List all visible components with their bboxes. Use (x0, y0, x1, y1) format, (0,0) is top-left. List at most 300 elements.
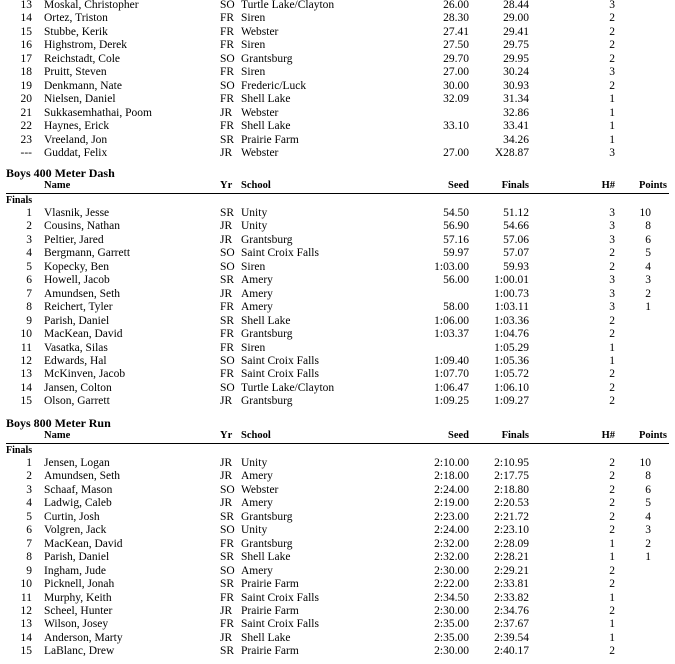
cell-points: 6 (645, 233, 651, 246)
cell-finals: 1:05.36 (494, 354, 529, 367)
cell-heat: 3 (609, 287, 615, 300)
cell-seed: 1:07.70 (434, 368, 469, 381)
cell-yr: SO (220, 524, 235, 537)
cell-seed: 33.10 (443, 120, 469, 133)
cell-name: Curtin, Josh (44, 510, 100, 523)
column-header-row (0, 180, 675, 192)
cell-points: 3 (645, 524, 651, 537)
cell-name: Parish, Daniel (44, 314, 110, 327)
cell-school: Grantsburg (241, 233, 293, 246)
cell-heat: 2 (609, 497, 615, 510)
cell-seed: 2:35.00 (434, 618, 469, 631)
result-row (0, 565, 675, 578)
cell-heat: 2 (609, 470, 615, 483)
cell-place: 15 (20, 395, 32, 408)
header-rule (6, 193, 669, 194)
cell-place: 1 (26, 207, 32, 219)
cell-place: 18 (20, 66, 32, 79)
cell-name: Sukkasemhathai, Poom (44, 106, 152, 119)
cell-place: 3 (26, 233, 32, 246)
result-row (0, 288, 675, 301)
header-seed: Seed (448, 430, 469, 441)
cell-yr: JR (220, 287, 233, 300)
cell-points: 3 (645, 274, 651, 287)
result-row (0, 66, 675, 79)
cell-finals: 54.66 (503, 220, 529, 233)
cell-seed: 2:10.00 (434, 457, 469, 469)
cell-school: Saint Croix Falls (241, 368, 319, 381)
result-row (0, 342, 675, 355)
result-row (0, 234, 675, 247)
result-row (0, 39, 675, 52)
cell-yr: FR (220, 368, 235, 381)
cell-seed: 2:24.00 (434, 524, 469, 537)
cell-seed: 2:32.00 (434, 551, 469, 564)
cell-heat: 1 (609, 93, 615, 106)
cell-school: Shell Lake (241, 551, 291, 564)
cell-name: Picknell, Jonah (44, 578, 115, 591)
cell-name: McKinven, Jacob (44, 368, 126, 381)
cell-name: Cousins, Nathan (44, 220, 121, 233)
header-school: School (241, 180, 271, 191)
result-row (0, 147, 675, 160)
cell-name: Ortez, Triston (44, 12, 108, 25)
cell-seed: 1:03.37 (434, 328, 469, 341)
cell-place: 14 (20, 631, 32, 644)
cell-name: Reichert, Tyler (44, 301, 113, 314)
cell-place: 5 (26, 510, 32, 523)
cell-school: Saint Croix Falls (241, 618, 319, 631)
cell-heat: 1 (609, 551, 615, 564)
cell-seed: 58.00 (443, 301, 469, 314)
cell-finals: X28.87 (494, 146, 529, 159)
cell-finals: 2:39.54 (494, 631, 529, 644)
cell-school: Siren (241, 341, 266, 354)
cell-place: 11 (20, 591, 32, 604)
cell-finals: 2:21.72 (494, 510, 529, 523)
cell-heat: 2 (609, 457, 615, 469)
cell-finals: 2:33.81 (494, 578, 529, 591)
cell-finals: 2:10.95 (494, 457, 529, 469)
cell-yr: SR (220, 274, 235, 287)
cell-name: MacKean, David (44, 537, 123, 550)
cell-seed: 2:30.00 (434, 604, 469, 617)
result-row (0, 395, 675, 408)
cell-finals: 51.12 (503, 207, 529, 219)
cell-name: Ladwig, Caleb (44, 497, 112, 510)
cell-place: 14 (20, 12, 32, 25)
header-heat: H# (601, 430, 615, 441)
cell-place: 3 (26, 483, 32, 496)
cell-place: 8 (26, 301, 32, 314)
header-finals: Finals (501, 180, 529, 191)
cell-heat: 2 (609, 645, 615, 658)
cell-yr: FR (220, 93, 235, 106)
cell-heat: 2 (609, 381, 615, 394)
cell-finals: 28.44 (503, 0, 529, 11)
cell-finals: 34.26 (503, 133, 529, 146)
cell-place: 9 (26, 314, 32, 327)
cell-heat: 2 (609, 314, 615, 327)
header-points: Points (638, 430, 667, 441)
result-row (0, 0, 675, 12)
cell-name: Pruitt, Steven (44, 66, 107, 79)
cell-seed: 59.97 (443, 247, 469, 260)
cell-place: 12 (20, 354, 32, 367)
cell-finals: 2:18.80 (494, 483, 529, 496)
cell-name: Amundsen, Seth (44, 470, 121, 483)
cell-seed: 26.00 (443, 0, 469, 11)
cell-place: --- (20, 146, 32, 159)
cell-heat: 2 (609, 25, 615, 38)
result-row (0, 26, 675, 39)
cell-points: 1 (645, 551, 651, 564)
cell-seed: 1:06.00 (434, 314, 469, 327)
cell-yr: SO (220, 354, 235, 367)
cell-heat: 2 (609, 328, 615, 341)
cell-school: Webster (241, 483, 279, 496)
result-row (0, 53, 675, 66)
cell-school: Unity (241, 457, 268, 469)
cell-name: Edwards, Hal (44, 354, 107, 367)
cell-name: Bergmann, Garrett (44, 247, 131, 260)
cell-school: Webster (241, 25, 279, 38)
cell-heat: 2 (609, 604, 615, 617)
cell-points: 5 (645, 497, 651, 510)
cell-heat: 1 (609, 618, 615, 631)
result-row (0, 12, 675, 25)
cell-yr: FR (220, 328, 235, 341)
header-heat: H# (601, 180, 615, 191)
cell-finals: 1:03.36 (494, 314, 529, 327)
cell-finals: 2:29.21 (494, 564, 529, 577)
cell-yr: SO (220, 0, 235, 11)
cell-finals: 1:00.01 (494, 274, 529, 287)
cell-name: Kopecky, Ben (44, 260, 110, 273)
header-school: School (241, 430, 271, 441)
cell-finals: 2:33.82 (494, 591, 529, 604)
cell-place: 11 (20, 341, 32, 354)
cell-finals: 2:37.67 (494, 618, 529, 631)
cell-finals: 1:05.72 (494, 368, 529, 381)
header-finals: Finals (501, 430, 529, 441)
cell-school: Amery (241, 301, 273, 314)
cell-seed: 1:09.25 (434, 395, 469, 408)
cell-yr: SO (220, 247, 235, 260)
event-title: Boys 400 Meter Dash (6, 166, 115, 180)
cell-name: Highstrom, Derek (44, 39, 128, 52)
cell-place: 16 (20, 39, 32, 52)
result-row (0, 605, 675, 618)
cell-heat: 1 (609, 120, 615, 133)
cell-name: Jansen, Colton (44, 381, 112, 394)
result-row (0, 120, 675, 133)
cell-place: 4 (26, 247, 32, 260)
cell-school: Grantsburg (241, 328, 293, 341)
cell-place: 5 (26, 260, 32, 273)
cell-yr: JR (220, 631, 233, 644)
result-row (0, 382, 675, 395)
result-row (0, 470, 675, 483)
cell-name: Howell, Jacob (44, 274, 110, 287)
cell-heat: 2 (609, 510, 615, 523)
cell-finals: 33.41 (503, 120, 529, 133)
cell-seed: 1:03.00 (434, 260, 469, 273)
cell-heat: 3 (609, 0, 615, 11)
cell-finals: 29.95 (503, 52, 529, 65)
cell-yr: SR (220, 645, 235, 658)
cell-yr: JR (220, 106, 233, 119)
cell-yr: JR (220, 470, 233, 483)
finals-label: Finals (6, 195, 33, 206)
cell-seed: 2:35.00 (434, 631, 469, 644)
cell-name: Nielsen, Daniel (44, 93, 116, 106)
cell-heat: 2 (609, 39, 615, 52)
event-title: Boys 800 Meter Run (6, 416, 111, 430)
cell-yr: SR (220, 578, 235, 591)
cell-points: 4 (645, 510, 651, 523)
cell-yr: SO (220, 79, 235, 92)
cell-school: Amery (241, 497, 273, 510)
cell-name: Volgren, Jack (44, 524, 107, 537)
cell-points: 10 (639, 457, 651, 469)
cell-name: Denkmann, Nate (44, 79, 122, 92)
cell-yr: JR (220, 146, 233, 159)
cell-name: Murphy, Keith (44, 591, 112, 604)
cell-school: Siren (241, 12, 266, 25)
result-row (0, 578, 675, 591)
cell-school: Shell Lake (241, 314, 291, 327)
cell-yr: FR (220, 12, 235, 25)
finals-label: Finals (6, 445, 33, 456)
result-row (0, 538, 675, 551)
cell-finals: 2:28.09 (494, 537, 529, 550)
cell-place: 10 (20, 578, 32, 591)
cell-school: Frederic/Luck (241, 79, 307, 92)
cell-seed: 27.00 (443, 66, 469, 79)
cell-seed: 32.09 (443, 93, 469, 106)
cell-school: Prairie Farm (241, 604, 299, 617)
cell-place: 14 (20, 381, 32, 394)
cell-name: MacKean, David (44, 328, 123, 341)
cell-yr: FR (220, 341, 235, 354)
cell-seed: 2:18.00 (434, 470, 469, 483)
result-row (0, 107, 675, 120)
cell-school: Saint Croix Falls (241, 354, 319, 367)
cell-finals: 2:20.53 (494, 497, 529, 510)
cell-points: 4 (645, 260, 651, 273)
cell-school: Grantsburg (241, 395, 293, 408)
cell-name: Parish, Daniel (44, 551, 110, 564)
cell-heat: 2 (609, 247, 615, 260)
cell-place: 12 (20, 604, 32, 617)
cell-yr: SO (220, 381, 235, 394)
result-row (0, 457, 675, 470)
cell-heat: 2 (609, 12, 615, 25)
cell-yr: FR (220, 618, 235, 631)
result-row (0, 497, 675, 510)
cell-finals: 1:06.10 (494, 381, 529, 394)
result-row (0, 134, 675, 147)
cell-seed: 28.30 (443, 12, 469, 25)
cell-heat: 1 (609, 591, 615, 604)
cell-seed: 2:23.00 (434, 510, 469, 523)
cell-points: 2 (645, 287, 651, 300)
cell-school: Grantsburg (241, 510, 293, 523)
cell-school: Grantsburg (241, 52, 293, 65)
cell-school: Amery (241, 470, 273, 483)
cell-finals: 1:00.73 (494, 287, 529, 300)
result-row (0, 247, 675, 260)
cell-name: Guddat, Felix (44, 146, 108, 159)
cell-yr: SO (220, 260, 235, 273)
cell-seed: 30.00 (443, 79, 469, 92)
result-row (0, 274, 675, 287)
cell-yr: FR (220, 39, 235, 52)
cell-heat: 3 (609, 301, 615, 314)
cell-finals: 59.93 (503, 260, 529, 273)
cell-yr: FR (220, 66, 235, 79)
cell-heat: 2 (609, 368, 615, 381)
cell-points: 6 (645, 483, 651, 496)
cell-finals: 2:28.21 (494, 551, 529, 564)
cell-heat: 1 (609, 631, 615, 644)
cell-heat: 1 (609, 133, 615, 146)
result-row (0, 484, 675, 497)
cell-school: Siren (241, 66, 266, 79)
cell-school: Webster (241, 146, 279, 159)
cell-place: 7 (26, 537, 32, 550)
cell-place: 23 (20, 133, 32, 146)
cell-place: 7 (26, 287, 32, 300)
cell-school: Prairie Farm (241, 645, 299, 658)
cell-name: Peltier, Jared (44, 233, 104, 246)
cell-finals: 1:05.29 (494, 341, 529, 354)
cell-yr: FR (220, 25, 235, 38)
cell-finals: 32.86 (503, 106, 529, 119)
cell-heat: 2 (609, 524, 615, 537)
cell-yr: JR (220, 604, 233, 617)
result-row (0, 645, 675, 658)
cell-seed: 27.00 (443, 146, 469, 159)
cell-heat: 2 (609, 260, 615, 273)
header-points: Points (638, 180, 667, 191)
cell-name: Amundsen, Seth (44, 287, 121, 300)
cell-yr: SR (220, 133, 235, 146)
cell-finals: 29.41 (503, 25, 529, 38)
result-row (0, 301, 675, 314)
result-row (0, 207, 675, 220)
cell-seed: 1:06.47 (434, 381, 469, 394)
cell-yr: FR (220, 301, 235, 314)
cell-heat: 2 (609, 483, 615, 496)
cell-school: Saint Croix Falls (241, 591, 319, 604)
cell-points: 1 (645, 301, 651, 314)
cell-place: 9 (26, 564, 32, 577)
cell-heat: 3 (609, 233, 615, 246)
cell-school: Prairie Farm (241, 133, 299, 146)
cell-school: Siren (241, 260, 266, 273)
cell-points: 2 (645, 537, 651, 550)
header-name: Name (44, 430, 71, 441)
cell-school: Turtle Lake/Clayton (241, 0, 335, 11)
cell-name: Vlasnik, Jesse (44, 207, 110, 219)
cell-place: 6 (26, 524, 32, 537)
cell-place: 6 (26, 274, 32, 287)
cell-yr: FR (220, 591, 235, 604)
cell-heat: 3 (609, 146, 615, 159)
cell-school: Amery (241, 287, 273, 300)
cell-place: 2 (26, 470, 32, 483)
cell-heat: 1 (609, 354, 615, 367)
cell-finals: 30.93 (503, 79, 529, 92)
cell-finals: 1:09.27 (494, 395, 529, 408)
cell-school: Grantsburg (241, 537, 293, 550)
cell-finals: 2:23.10 (494, 524, 529, 537)
cell-school: Amery (241, 274, 273, 287)
result-row (0, 355, 675, 368)
cell-seed: 29.70 (443, 52, 469, 65)
cell-name: Moskal, Christopher (44, 0, 139, 11)
result-row (0, 511, 675, 524)
cell-finals: 29.00 (503, 12, 529, 25)
cell-name: Jensen, Logan (44, 457, 110, 469)
cell-place: 15 (20, 25, 32, 38)
cell-yr: SR (220, 551, 235, 564)
cell-seed: 2:32.00 (434, 537, 469, 550)
cell-points: 10 (639, 207, 651, 219)
cell-finals: 2:34.76 (494, 604, 529, 617)
cell-yr: SR (220, 510, 235, 523)
result-row (0, 592, 675, 605)
cell-heat: 2 (609, 79, 615, 92)
cell-finals: 2:17.75 (494, 470, 529, 483)
result-row (0, 551, 675, 564)
cell-heat: 2 (609, 564, 615, 577)
cell-finals: 1:03.11 (494, 301, 529, 314)
header-seed: Seed (448, 180, 469, 191)
cell-name: Schaaf, Mason (44, 483, 113, 496)
cell-finals: 57.06 (503, 233, 529, 246)
header-yr: Yr (220, 180, 233, 191)
cell-school: Unity (241, 220, 268, 233)
cell-yr: SO (220, 483, 235, 496)
cell-place: 17 (20, 52, 32, 65)
result-row (0, 632, 675, 645)
result-row (0, 328, 675, 341)
result-row (0, 315, 675, 328)
cell-yr: JR (220, 497, 233, 510)
cell-points: 8 (645, 220, 651, 233)
cell-name: LaBlanc, Drew (44, 645, 115, 658)
cell-heat: 3 (609, 274, 615, 287)
cell-school: Shell Lake (241, 120, 291, 133)
cell-finals: 57.07 (503, 247, 529, 260)
cell-name: Haynes, Erick (44, 120, 110, 133)
cell-place: 13 (20, 0, 32, 11)
cell-heat: 1 (609, 341, 615, 354)
cell-seed: 2:34.50 (434, 591, 469, 604)
cell-school: Turtle Lake/Clayton (241, 381, 335, 394)
cell-name: Stubbe, Kerik (44, 25, 108, 38)
column-header-row (0, 430, 675, 442)
result-row (0, 220, 675, 233)
cell-heat: 1 (609, 106, 615, 119)
result-row (0, 261, 675, 274)
cell-place: 13 (20, 368, 32, 381)
cell-yr: SO (220, 52, 235, 65)
cell-name: Vasatka, Silas (44, 341, 108, 354)
